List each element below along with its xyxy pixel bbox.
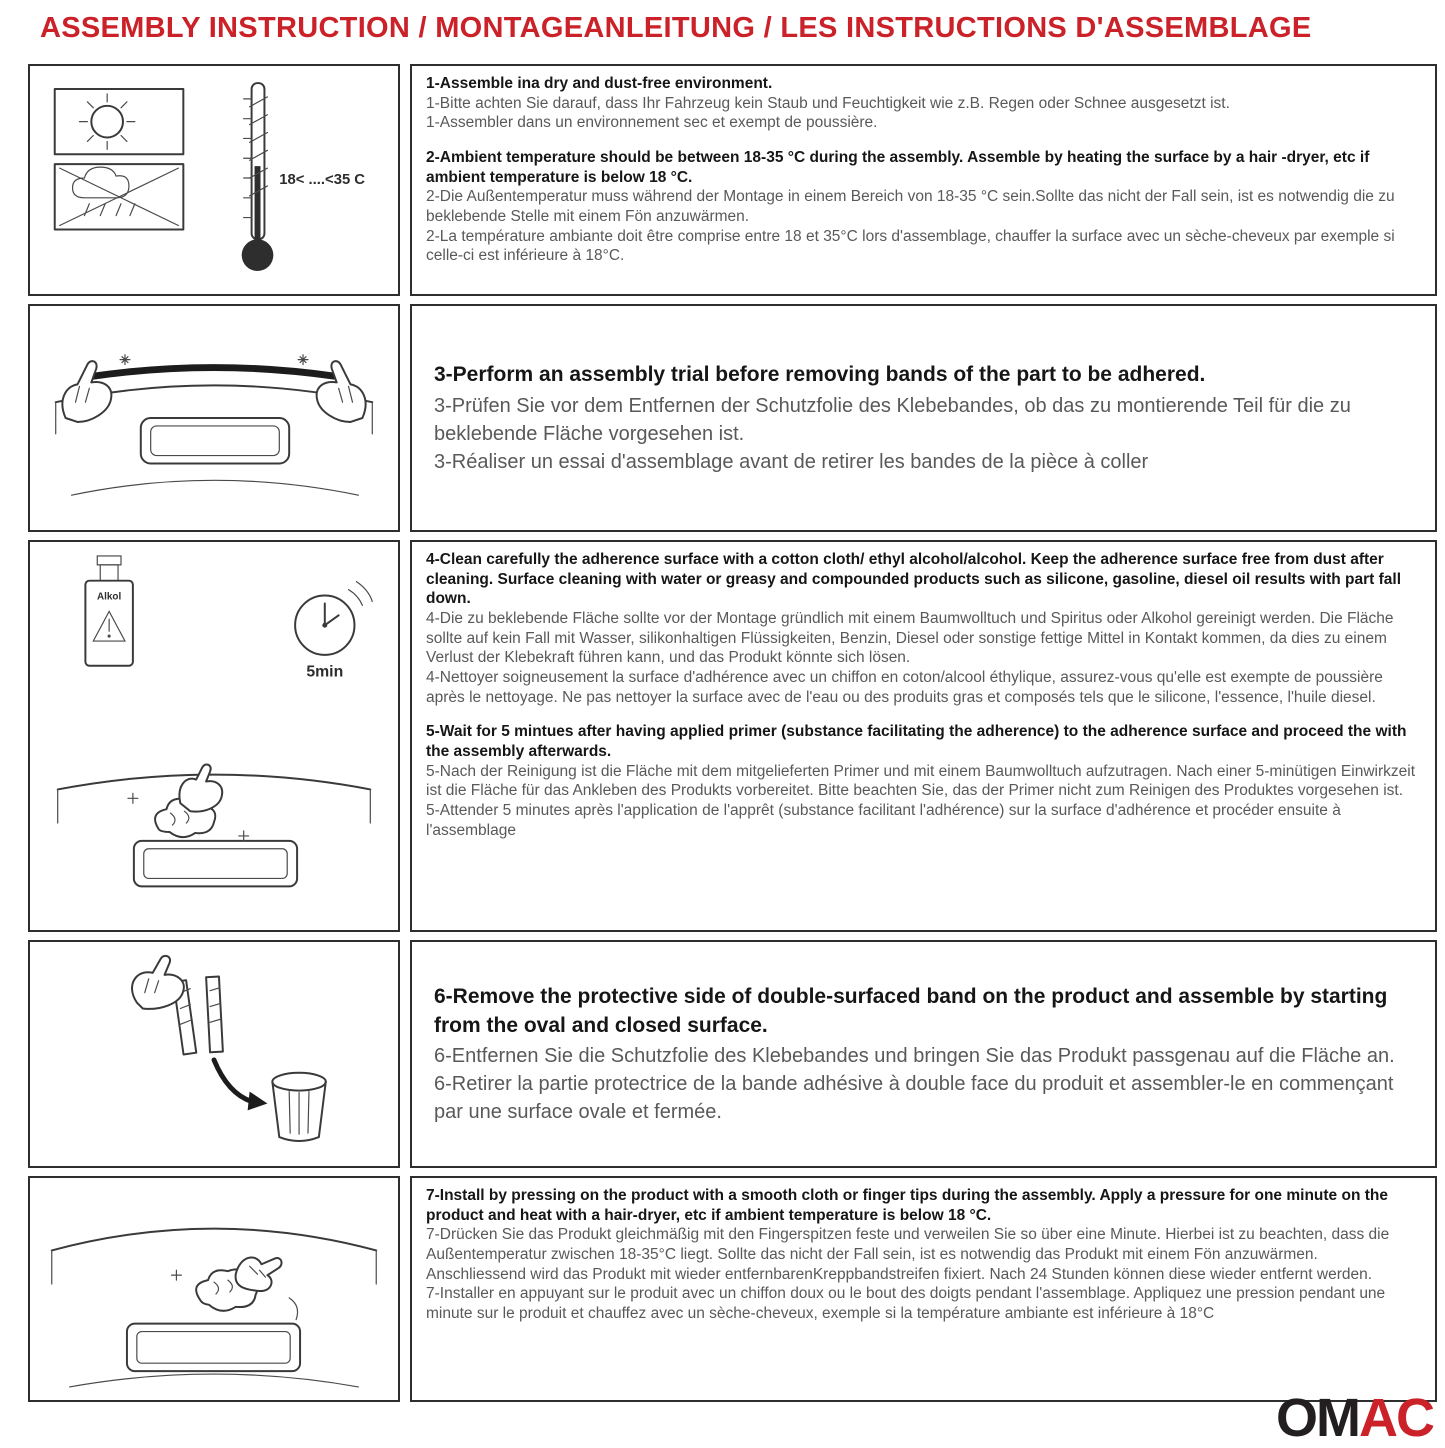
step1-en: 1-Assemble ina dry and dust-free environment. — [426, 75, 773, 92]
step4-de: 4-Die zu beklebende Fläche sollte vor der Montage gründlich mit einem Baumwolltuch und Spiritus oder Alkohol gereinigt werden. Die Fläche sollte auf kein Fall mit Wasser, silikonhaltigen Flüssigkeiten, Benzin, Diesel oder sonstige fettige Mittel in Kontakt kommen, da dies zu einem Verlust der Klebekraft führen kann, und das Produkt könnte sich lösen. — [426, 610, 1394, 667]
sun-icon — [79, 94, 134, 149]
step4-fr: 4-Nettoyer soigneusement la surface d'adhérence avec un chiffon en coton/alcool éthylique, assurez-vous qu'elle est exempte de poussière après le nettoyage. Ne pas nettoyer la surface avec de l'eau ou des produits gras et composés tels que le silicone, l'essence, l'huile diesel. — [426, 669, 1383, 706]
trash-can-icon — [272, 1073, 325, 1141]
cleaning-icon — [30, 542, 398, 930]
illustration-press-install — [28, 1176, 400, 1402]
step3-en: 3-Perform an assembly trial before removing bands of the part to be adhered. — [434, 363, 1206, 387]
step5-de: 5-Nach der Reinigung ist die Fläche mit dem mitgelieferten Primer und mit einem Baumwolltuch aufzutragen. Nach einer 5-minütigen Einwirkzeit ist die Fläche für das Ankleben des Produkts vorbereitet. Bitte beachten Sie, das der Primer nicht zum Reinigen des Produktes vorgesehen ist. — [426, 762, 1416, 800]
instructions-step-7 — [410, 1176, 1437, 1402]
alcohol-bottle-icon — [85, 556, 132, 666]
illustration-assembly-trial — [28, 304, 400, 532]
step7-en: 7-Install by pressing on the product with a smooth cloth or finger tips during the assembly. Apply a pressure for one minute on the product and heat with a hair-dryer, etc if ambient temperature is below 18 °C. — [426, 1187, 1388, 1224]
step3-de: 3-Prüfen Sie vor dem Entfernen der Schutzfolie des Klebebandes, ob das zu montierende Teil für die zu beklebende Fläche vorgesehen ist. — [434, 394, 1351, 445]
step1-fr: 1-Assembler dans un environnement sec et exempt de poussière. — [426, 114, 878, 132]
wait-duration-label: 5min — [306, 663, 344, 681]
hands-holding-trim-icon — [30, 306, 398, 530]
step2-de: 2-Die Außentemperatur muss während der Montage in einem Bereich von 18-35 °C sein.Sollte das nicht der Fall sein, ist es notwendig die zu beklebende Stelle mit einem Fön anzuwärmen. — [426, 188, 1395, 226]
instructions-step-1-2 — [410, 64, 1437, 296]
bottle-label: Alkol — [97, 591, 122, 603]
step6-de: 6-Entfernen Sie die Schutzfolie des Klebebandes und bringen Sie das Produkt passgenau auf die Fläche an. — [434, 1045, 1395, 1068]
omac-logo — [1276, 1388, 1433, 1448]
step7-de: 7-Drücken Sie das Produkt gleichmäßig mit den Fingerspitzen feste und verweilen Sie so über eine Minute. Hierbei ist zu beachten, dass die Außentemperatur zwischen 18-35°C liegt. Sollte das nicht der Fall sein, ist es notwendig das Produkt mit einem Fön anzuwärmen. Anschliessend wird das Produkt mit wieder entfernbarenKreppbandstreifen fixiert. Nach 24 Stunden können diese wieder entfernt werden. — [426, 1226, 1390, 1283]
left-hand-icon — [62, 361, 111, 422]
arrow-icon — [214, 1060, 252, 1102]
press-with-cloth-icon — [30, 1178, 398, 1400]
instructions-step-6 — [410, 940, 1437, 1168]
step5-en: 5-Wait for 5 mintues after having applied primer (substance facilitating the adherence) to the adherence surface and proceed the with the assembly afterwards. — [426, 723, 1407, 761]
step7-fr: 7-Installer en appuyant sur le produit avec un chiffon doux ou le bout des doigts pendant l'assemblage. Appliquez une pression pendant une minute sur le produit et chauffez avec un sèche-cheveux, exemple si la température ambiante est inférieure à 18°C — [426, 1285, 1386, 1323]
instructions-step-4-5 — [410, 540, 1437, 932]
right-hand-icon — [317, 361, 366, 422]
step2-en: 2-Ambient temperature should be between 18-35 °C during the assembly. Assemble by heating the surface by a hair -dryer, etc if ambient temperature is below 18 °C. — [426, 149, 1370, 186]
logo-text-black: OM — [1276, 1388, 1359, 1448]
logo-text-red: AC — [1359, 1388, 1433, 1448]
step2-fr: 2-La température ambiante doit être comprise entre 18 et 35°C lors d'assemblage, chauffer la surface avec un sèche-cheveux par exemple si celle-ci est inférieure à 18°C. — [426, 227, 1395, 265]
page-title: ASSEMBLY INSTRUCTION / MONTAGEANLEITUNG / LES INSTRUCTIONS D'ASSEMBLAGE — [40, 12, 1312, 44]
peel-band-trash-icon — [30, 942, 398, 1166]
step6-fr: 6-Retirer la partie protectrice de la bande adhésive à double face du produit et assembler-le en commençant par une surface ovale et fermée. — [434, 1073, 1394, 1124]
illustration-environment-temperature — [28, 64, 400, 296]
step4-en: 4-Clean carefully the adherence surface with a cotton cloth/ ethyl alcohol/alcohol. Keep the adherence surface free from dust after cleaning. Surface cleaning with water or greasy and compounded products such as silicone, gasoline, diesel oil results with part fall down. — [426, 551, 1402, 608]
climate-thermometer-icon — [30, 66, 398, 294]
thermometer-icon — [242, 83, 274, 271]
sparkle-icon — [120, 355, 308, 365]
illustration-remove-band — [28, 940, 400, 1168]
instructions-step-3 — [410, 304, 1437, 532]
motion-line-icon — [289, 1298, 297, 1320]
step5-fr: 5-Attender 5 minutes après l'application de l'apprêt (substance facilitant l'adhérence) sur la surface d'adhérence et procéder ensuite à l'assemblage — [426, 802, 1341, 839]
sparkle-icon — [171, 1270, 181, 1280]
hand-icon — [179, 764, 222, 811]
rain-crossed-icon — [60, 167, 179, 225]
clock-icon — [295, 582, 372, 655]
step6-en: 6-Remove the protective side of double-surfaced band on the product and assemble by starting from the oval and closed surface. — [434, 984, 1388, 1037]
step3-fr: 3-Réaliser un essai d'assemblage avant de retirer les bandes de la pièce à coller — [434, 450, 1149, 473]
step1-de: 1-Bitte achten Sie darauf, dass Ihr Fahrzeug kein Staub und Feuchtigkeit wie z.B. Regen oder Schnee ausgesetzt ist. — [426, 94, 1230, 112]
illustration-clean-surface — [28, 540, 400, 932]
temperature-range-label: 18< ....<35 C — [279, 171, 366, 188]
hand-icon — [236, 1257, 282, 1291]
